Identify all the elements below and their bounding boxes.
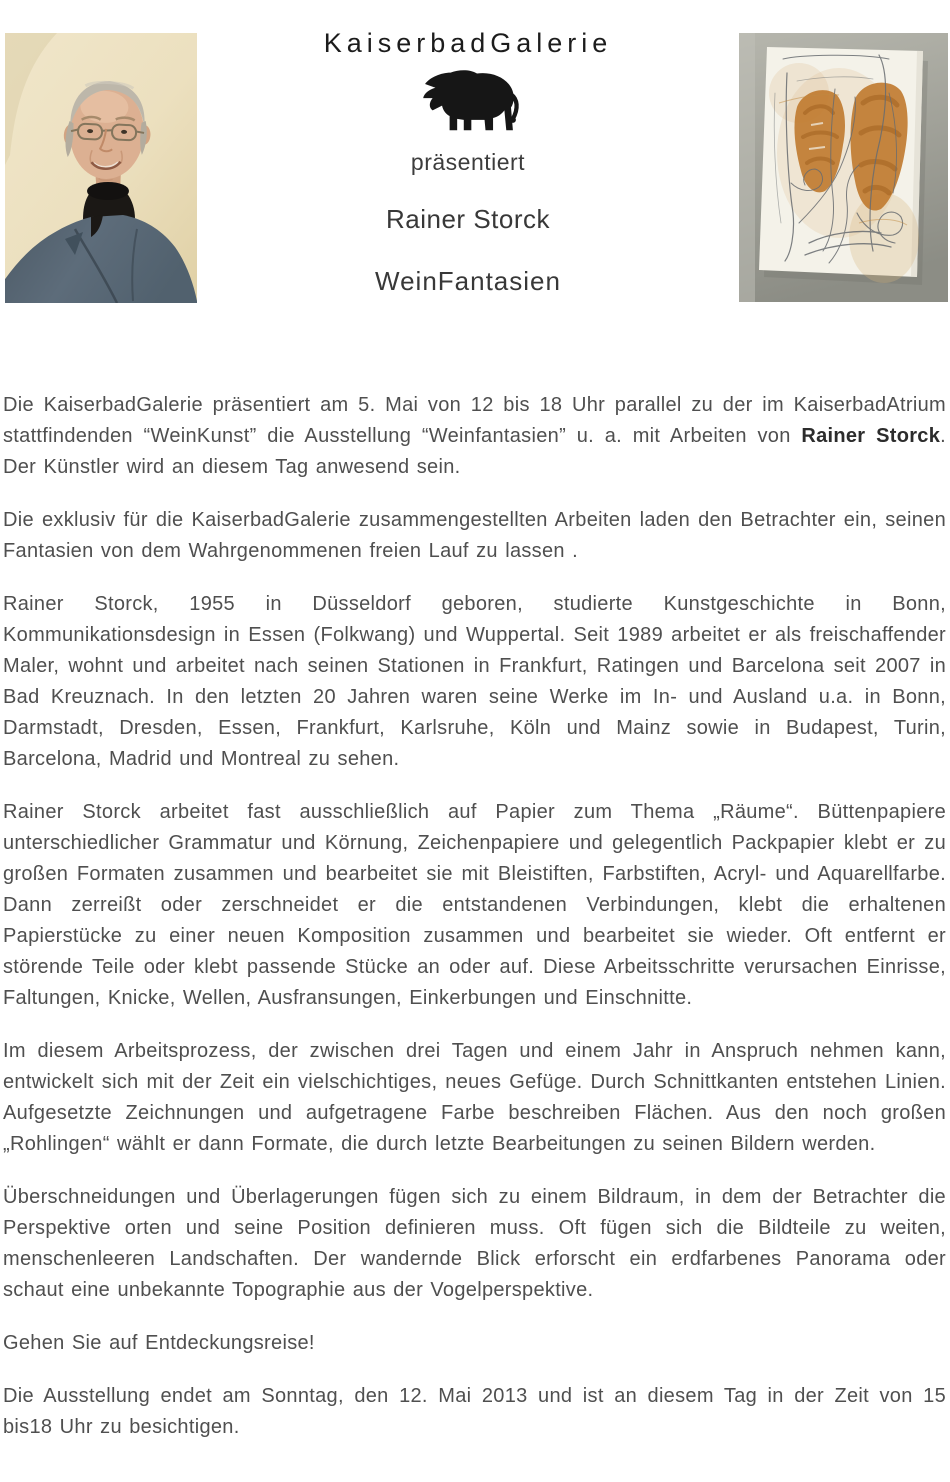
paragraph-1-pre: Die KaiserbadGalerie präsentiert am 5. Mai von 12 bis 18 Uhr parallel zu der im KaiserbadAtrium stattfindenden “WeinKunst” die Ausstellung “Weinfantasien” u. a. mit Arbeiten von — [3, 394, 946, 447]
paragraph-8: Die Ausstellung endet am Sonntag, den 12. Mai 2013 und ist an diesem Tag in der Zeit von 15 bis18 Uhr zu besichtigen. — [3, 1385, 946, 1438]
artwork-illustration — [739, 33, 948, 302]
paragraph-1-post: . Der Künstler wird an diesem Tag anwesend sein. — [3, 425, 947, 478]
paragraph-7: Gehen Sie auf Entdeckungsreise! — [3, 1332, 315, 1354]
paragraph-3: Rainer Storck, 1955 in Düsseldorf geboren, studierte Kunstgeschichte in Bonn, Kommunikationsdesign in Essen (Folkwang) und Wuppertal. Seit 1989 arbeitet er als freischaffender Maler, wohnt und arbeitet nach seinen Stationen in Frankfurt, Ratingen und Barcelona seit 2007 in Bad Kreuznach. In den letzten 20 Jahren waren seine Werke im In- und Ausland u.a. in Bonn, Darmstadt, Dresden, Essen, Frankfurt, Karlsruhe, Köln und Mainz sowie in Budapest, Turin, Barcelona, Madrid und Montreal zu sehen. — [3, 593, 946, 770]
header — [0, 0, 950, 303]
press-text — [3, 390, 946, 1443]
presents-label: präsentiert — [410, 149, 526, 175]
artist-portrait-photo — [5, 33, 197, 303]
paragraph-2: Die exklusiv für die KaiserbadGalerie zusammengestellten Arbeiten laden den Betrachter ein, seinen Fantasien von dem Wahrgenommenen freien Lauf zu lassen . — [3, 509, 946, 562]
header-center — [197, 30, 739, 295]
lion-silhouette — [416, 66, 521, 134]
paragraph-6: Überschneidungen und Überlagerungen fügen sich zu einem Bildraum, in dem der Betrachter die Perspektive orten und seine Position definieren muss. Oft fügen sich die Bildteile zu weiten, menschenleeren Landschaften. Der wandernde Blick erforscht ein erdfarbenes Panorama oder schaut eine unbekannte Topographie aus der Vogelperspektive. — [3, 1186, 946, 1301]
portrait-illustration — [5, 33, 197, 303]
lion-logo-icon — [197, 66, 739, 134]
paragraph-5: Im diesem Arbeitsprozess, der zwischen drei Tagen und einem Jahr in Anspruch nehmen kann, entwickelt sich mit der Zeit ein vielschichtiges, neues Gefüge. Durch Schnittkanten entstehen Linien. Aufgesetzte Zeichnungen und aufgetragene Farbe beschreiben Flächen. Aus den noch großen „Rohlingen“ wählt er dann Formate, die durch letzte Bearbeitungen zu seinen Bildern werden. — [3, 1040, 946, 1155]
artwork-photo — [739, 33, 948, 302]
artist-name: Rainer Storck — [386, 204, 550, 234]
gallery-title: KaiserbadGalerie — [323, 28, 613, 58]
exhibition-title: WeinFantasien — [375, 266, 561, 296]
artist-name-bold: Rainer Storck — [801, 425, 941, 447]
paragraph-1 — [3, 390, 946, 483]
paragraph-4: Rainer Storck arbeitet fast ausschließlich auf Papier zum Thema „Räume“. Büttenpapiere unterschiedlicher Grammatur und Körnung, Zeichenpapiere und gelegentlich Packpapier klebt er zu großen Formaten zusammen und bearbeitet sie mit Bleistiften, Farbstiften, Acryl- und Aquarellfarbe. Dann zerreißt oder zerschneidet er die entstandenen Verbindungen, klebt die erhaltenen Papierstücke zu einer neuen Komposition zusammen und bearbeitet sie wieder. Oft entfernt er störende Teile oder klebt passende Stücke an oder auf. Diese Arbeitsschritte verursachen Einrisse, Faltungen, Knicke, Wellen, Ausfransungen, Einkerbungen und Einschnitte. — [3, 801, 946, 1009]
